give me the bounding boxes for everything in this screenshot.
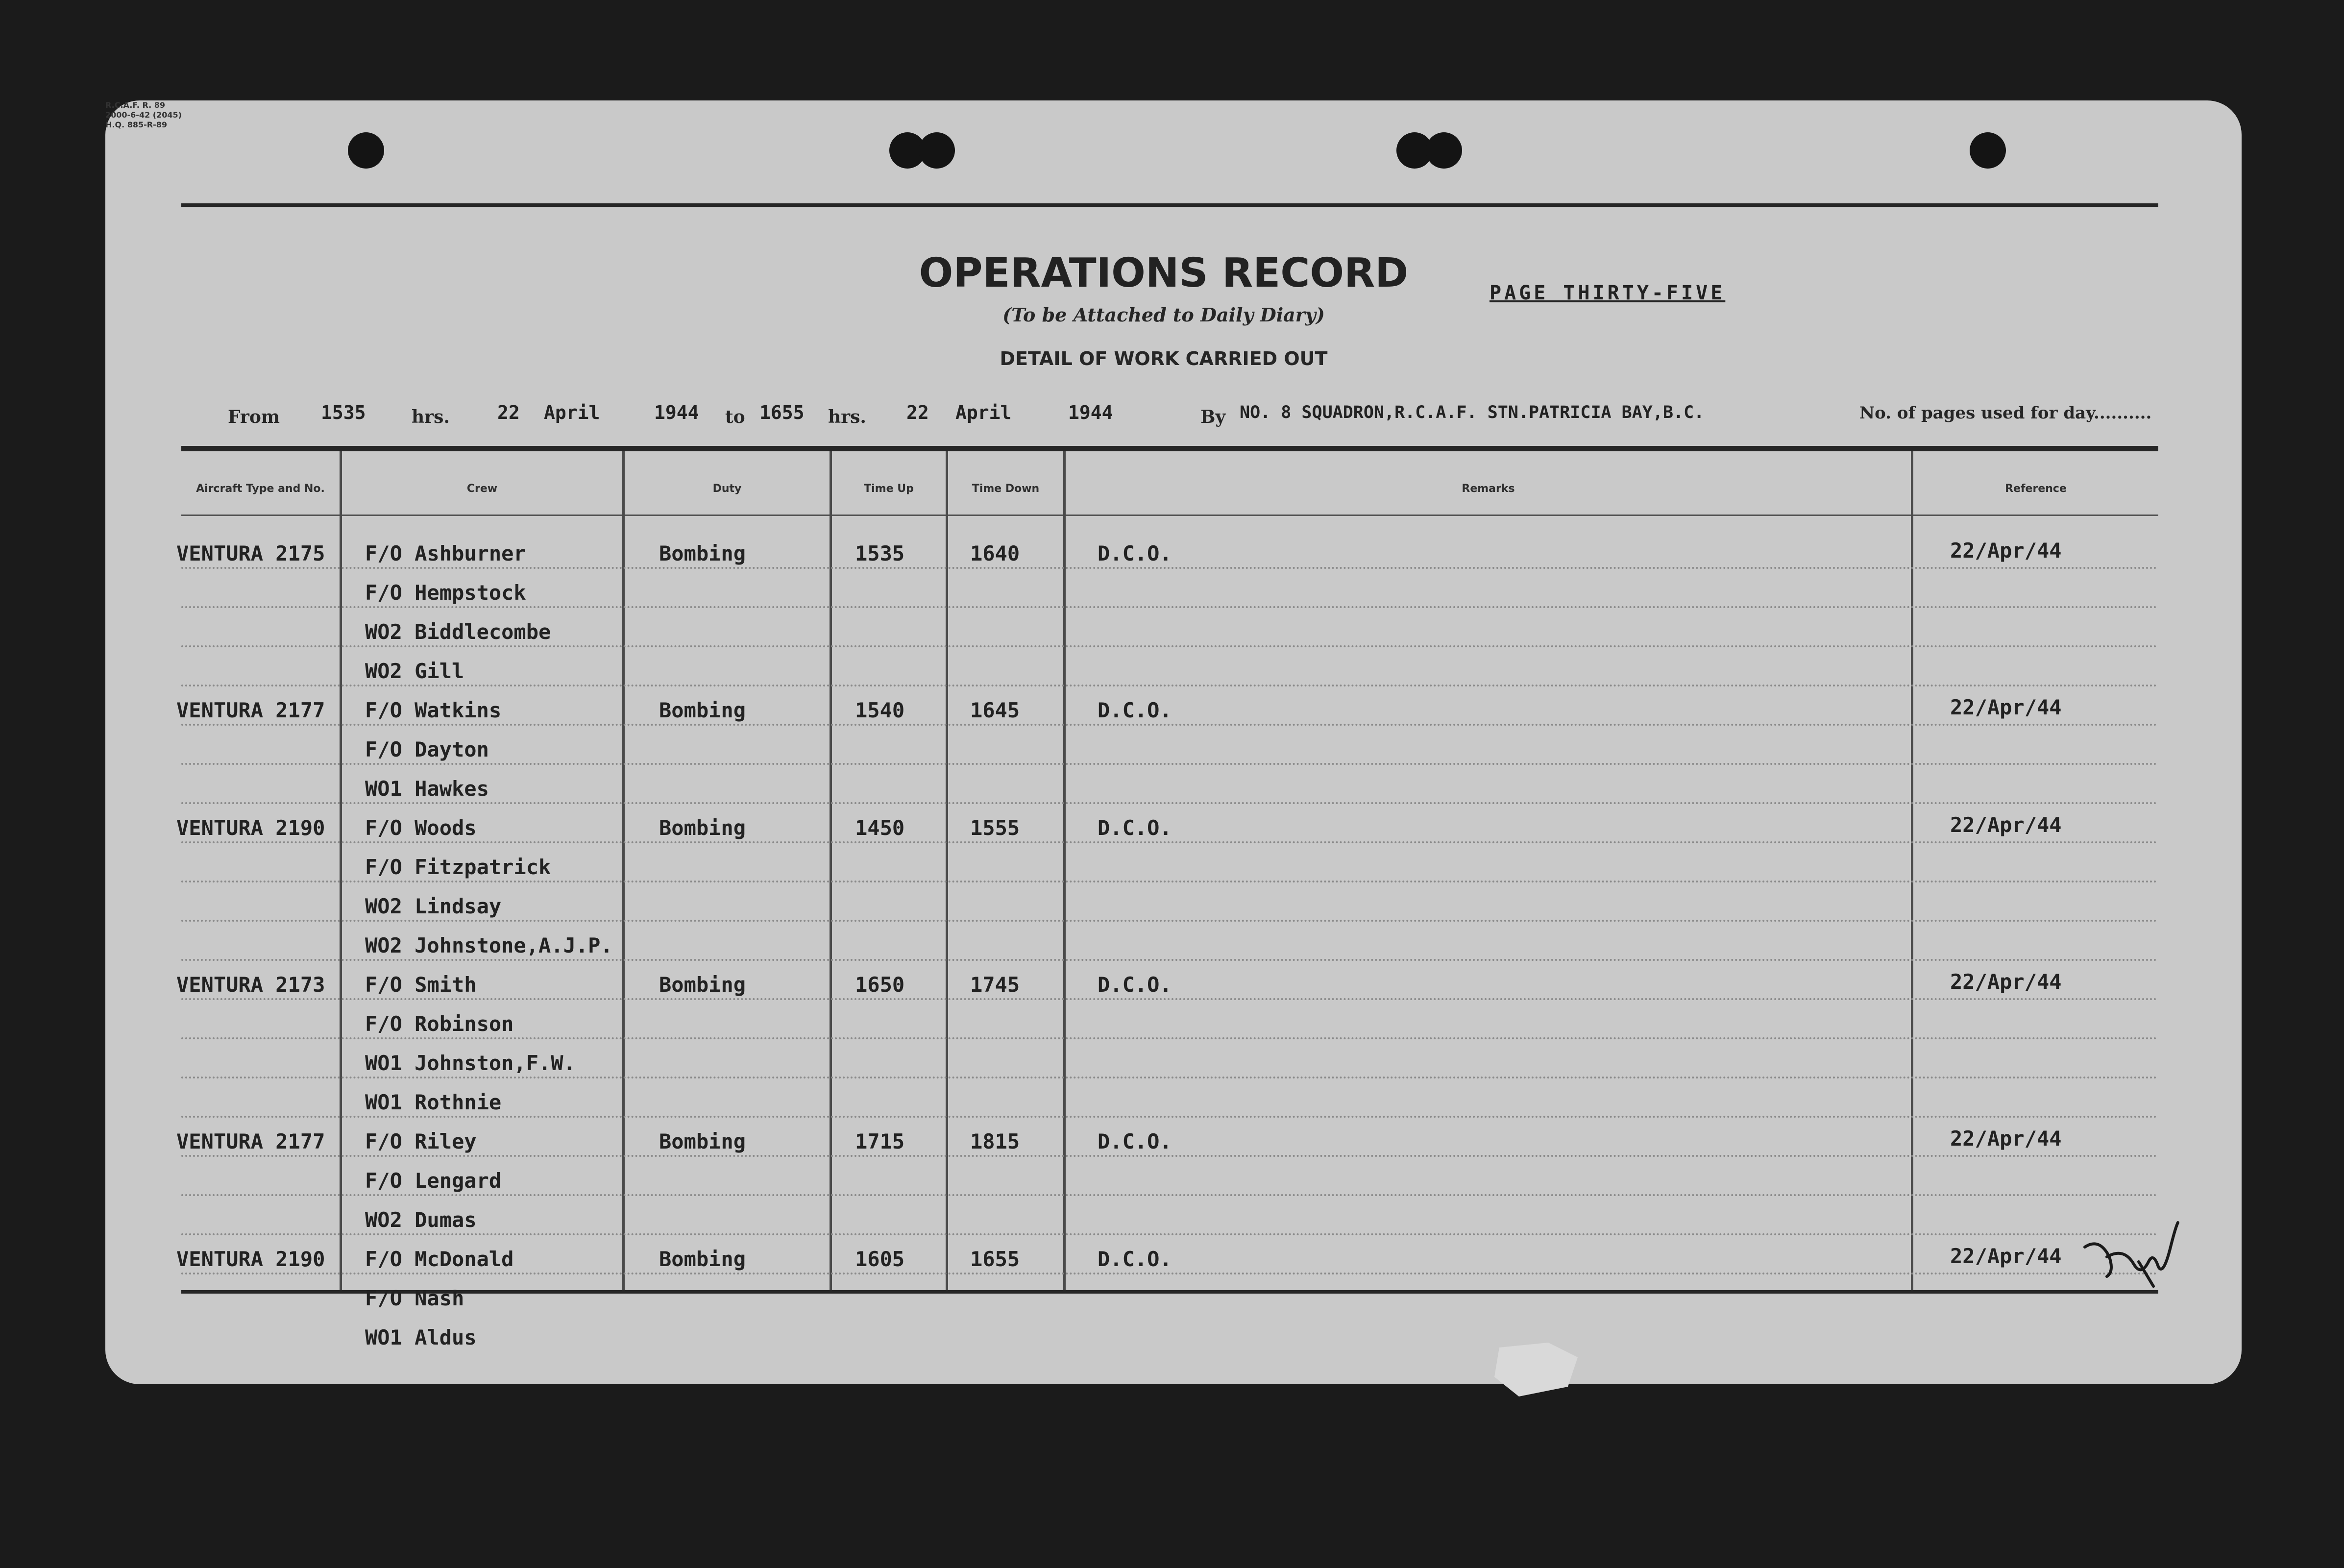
crew-cell: WO2 Gill: [365, 659, 464, 683]
col-header-duty: Duty: [712, 483, 742, 495]
crew-cell: WO2 Biddlecombe: [365, 620, 551, 644]
pages-label: No. of pages used for day..........: [1859, 403, 2152, 423]
remarks-cell: D.C.O.: [1098, 1247, 1172, 1271]
duty-cell: Bombing: [659, 973, 746, 997]
ruling: [181, 1155, 2158, 1157]
col-sep: [1911, 451, 1913, 1290]
crew-cell: F/O Nash: [365, 1286, 464, 1310]
header-bottom-rule: [181, 514, 2158, 516]
time-up-cell: 1535: [855, 541, 905, 565]
from-time: 1535: [321, 402, 366, 423]
crew-cell: F/O Ashburner: [365, 541, 526, 565]
time-down-cell: 1815: [970, 1129, 1020, 1153]
crew-cell: WO2 Johnstone,A.J.P.: [365, 933, 613, 957]
crew-cell: F/O Dayton: [365, 737, 489, 761]
to-year: 1944: [1068, 402, 1113, 423]
paper-scrap: [1489, 1343, 1587, 1401]
col-sep: [946, 451, 948, 1290]
form-title: OPERATIONS RECORD: [919, 250, 1409, 296]
by-label: By: [1200, 407, 1226, 427]
punch-hole: [1970, 132, 2006, 169]
ruling: [181, 841, 2158, 843]
page-label: PAGE THIRTY-FIVE: [1489, 282, 1726, 304]
crew-cell: WO1 Hawkes: [365, 777, 489, 801]
detail-heading: DETAIL OF WORK CARRIED OUT: [1000, 348, 1328, 369]
reference-cell: 22/Apr/44: [1950, 1127, 2062, 1151]
to-time: 1655: [759, 402, 805, 423]
reference-cell: 22/Apr/44: [1950, 1244, 2062, 1268]
remarks-cell: D.C.O.: [1098, 1129, 1172, 1153]
crew-cell: WO2 Lindsay: [365, 894, 502, 918]
signature-mark: [2080, 1218, 2183, 1291]
punch-hole: [919, 132, 955, 169]
ruling: [181, 802, 2158, 804]
crew-cell: WO1 Aldus: [365, 1325, 477, 1349]
crew-cell: F/O Watkins: [365, 698, 502, 722]
crew-cell: F/O Robinson: [365, 1012, 514, 1036]
crew-cell: F/O Riley: [365, 1129, 477, 1153]
col-sep: [830, 451, 832, 1290]
duty-cell: Bombing: [659, 1129, 746, 1153]
crew-cell: F/O Woods: [365, 816, 477, 840]
time-up-cell: 1650: [855, 973, 905, 997]
time-down-cell: 1645: [970, 698, 1020, 722]
col-header-reference: Reference: [2005, 483, 2067, 495]
aircraft-cell: VENTURA 2173: [176, 973, 325, 997]
crew-cell: WO1 Rothnie: [365, 1090, 502, 1114]
crew-cell: F/O McDonald: [365, 1247, 514, 1271]
time-up-cell: 1540: [855, 698, 905, 722]
crew-cell: WO1 Johnston,F.W.: [365, 1051, 576, 1075]
crew-cell: F/O Lengard: [365, 1169, 502, 1193]
duty-cell: Bombing: [659, 698, 746, 722]
ruling: [181, 920, 2158, 922]
ruling: [181, 606, 2158, 608]
crew-cell: F/O Fitzpatrick: [365, 855, 551, 879]
ruling: [181, 1077, 2158, 1078]
col-header-aircraft: Aircraft Type and No.: [196, 483, 325, 495]
time-up-cell: 1450: [855, 816, 905, 840]
remarks-cell: D.C.O.: [1098, 973, 1172, 997]
col-sep: [622, 451, 625, 1290]
time-down-cell: 1655: [970, 1247, 1020, 1271]
aircraft-cell: VENTURA 2190: [176, 1247, 325, 1271]
time-down-cell: 1745: [970, 973, 1020, 997]
crew-cell: WO2 Dumas: [365, 1208, 477, 1232]
ruling: [181, 1233, 2158, 1235]
reference-cell: 22/Apr/44: [1950, 970, 2062, 994]
ruling: [181, 567, 2158, 569]
table-bottom-rule: [181, 1290, 2158, 1294]
aircraft-cell: VENTURA 2177: [176, 1129, 325, 1153]
remarks-cell: D.C.O.: [1098, 541, 1172, 565]
col-header-time-up: Time Up: [864, 483, 914, 495]
top-rule: [181, 203, 2158, 207]
duty-cell: Bombing: [659, 816, 746, 840]
crew-cell: F/O Hempstock: [365, 581, 526, 605]
col-sep: [340, 451, 342, 1290]
remarks-cell: D.C.O.: [1098, 698, 1172, 722]
ruling: [181, 998, 2158, 1000]
table-top-rule: [181, 446, 2158, 451]
col-header-crew: Crew: [466, 483, 498, 495]
time-down-cell: 1640: [970, 541, 1020, 565]
ruling: [181, 763, 2158, 765]
aircraft-cell: VENTURA 2177: [176, 698, 325, 722]
ruling: [181, 881, 2158, 882]
reference-cell: 22/Apr/44: [1950, 539, 2062, 563]
ruling: [181, 645, 2158, 647]
operations-record-card: [105, 100, 2242, 1384]
punch-hole: [348, 132, 384, 169]
to-label: to: [725, 407, 745, 427]
from-label: From: [228, 407, 280, 427]
by-unit: NO. 8 SQUADRON,R.C.A.F. STN.PATRICIA BAY,B.C.: [1240, 403, 1705, 422]
ruling: [181, 685, 2158, 686]
form-subtitle: (To be Attached to Daily Diary): [1002, 304, 1325, 326]
col-header-time-down: Time Down: [972, 483, 1040, 495]
from-year: 1944: [654, 402, 699, 423]
from-month: April: [544, 402, 600, 423]
ruling: [181, 1194, 2158, 1196]
reference-cell: 22/Apr/44: [1950, 695, 2062, 719]
col-header-remarks: Remarks: [1462, 483, 1515, 495]
to-day: 22: [906, 402, 929, 423]
ruling: [181, 959, 2158, 961]
punch-hole: [1426, 132, 1462, 169]
form-code: R.C.A.F. R. 89 2000-6-42 (2045) H.Q. 885-R-89: [105, 100, 182, 129]
ruling: [181, 1037, 2158, 1039]
ruling: [181, 1273, 2158, 1274]
to-hrs-label: hrs.: [828, 407, 866, 427]
to-month: April: [955, 402, 1012, 423]
duty-cell: Bombing: [659, 1247, 746, 1271]
reference-cell: 22/Apr/44: [1950, 813, 2062, 837]
crew-cell: F/O Smith: [365, 973, 477, 997]
ruling: [181, 724, 2158, 726]
time-up-cell: 1605: [855, 1247, 905, 1271]
remarks-cell: D.C.O.: [1098, 816, 1172, 840]
aircraft-cell: VENTURA 2190: [176, 816, 325, 840]
duty-cell: Bombing: [659, 541, 746, 565]
ruling: [181, 1116, 2158, 1118]
from-day: 22: [497, 402, 520, 423]
col-sep: [1063, 451, 1066, 1290]
time-up-cell: 1715: [855, 1129, 905, 1153]
time-down-cell: 1555: [970, 816, 1020, 840]
aircraft-cell: VENTURA 2175: [176, 541, 325, 565]
hrs-label: hrs.: [412, 407, 450, 427]
